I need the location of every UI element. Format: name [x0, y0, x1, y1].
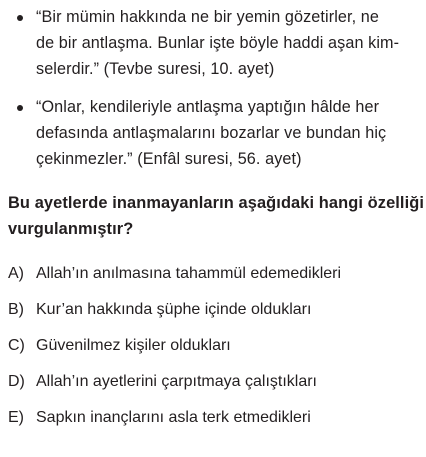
option-text: Allah’ın anılmasına tahammül edemedikleri [36, 265, 342, 282]
question-stem [8, 190, 425, 242]
bullet-icon [17, 15, 23, 21]
option-key: D) [8, 373, 25, 390]
quote-line: selerdir.” (Tevbe suresi, 10. ayet) [36, 60, 275, 78]
quote-line: çekinmezler.” (Enfâl suresi, 56. ayet) [36, 150, 302, 168]
quote-item [8, 94, 418, 172]
quote-line: “Bir mümin hakkında ne bir yemin gözetirler, ne [36, 8, 379, 26]
option-text: Kur’an hakkında şüphe içinde oldukları [36, 301, 312, 318]
question-line: vurgulanmıştır? [8, 220, 134, 238]
answer-option-b[interactable] [8, 300, 418, 320]
answer-option-e[interactable] [8, 408, 418, 428]
quote-item [8, 4, 418, 82]
option-text: Sapkın inançlarını asla terk etmedikleri [36, 409, 311, 426]
answer-options [8, 264, 418, 428]
question-line: Bu ayetlerde inanmayanların aşağıdaki hangi özelliği [8, 194, 425, 212]
option-key: B) [8, 301, 24, 318]
option-text: Allah’ın ayetlerini çarpıtmaya çalıştıkları [36, 373, 317, 390]
quote-line: “Onlar, kendileriyle antlaşma yaptığın hâlde her [36, 98, 380, 116]
quote-line: defasında antlaşmalarını bozarlar ve bundan hiç [36, 124, 387, 142]
option-key: C) [8, 337, 25, 354]
option-key: A) [8, 265, 24, 282]
bullet-icon [17, 105, 23, 111]
option-key: E) [8, 409, 24, 426]
answer-option-d[interactable] [8, 372, 418, 392]
answer-option-c[interactable] [8, 336, 418, 356]
option-text: Güvenilmez kişiler oldukları [36, 337, 231, 354]
answer-option-a[interactable] [8, 264, 418, 284]
quote-line: de bir antlaşma. Bunlar işte böyle haddi aşan kim- [36, 34, 400, 52]
